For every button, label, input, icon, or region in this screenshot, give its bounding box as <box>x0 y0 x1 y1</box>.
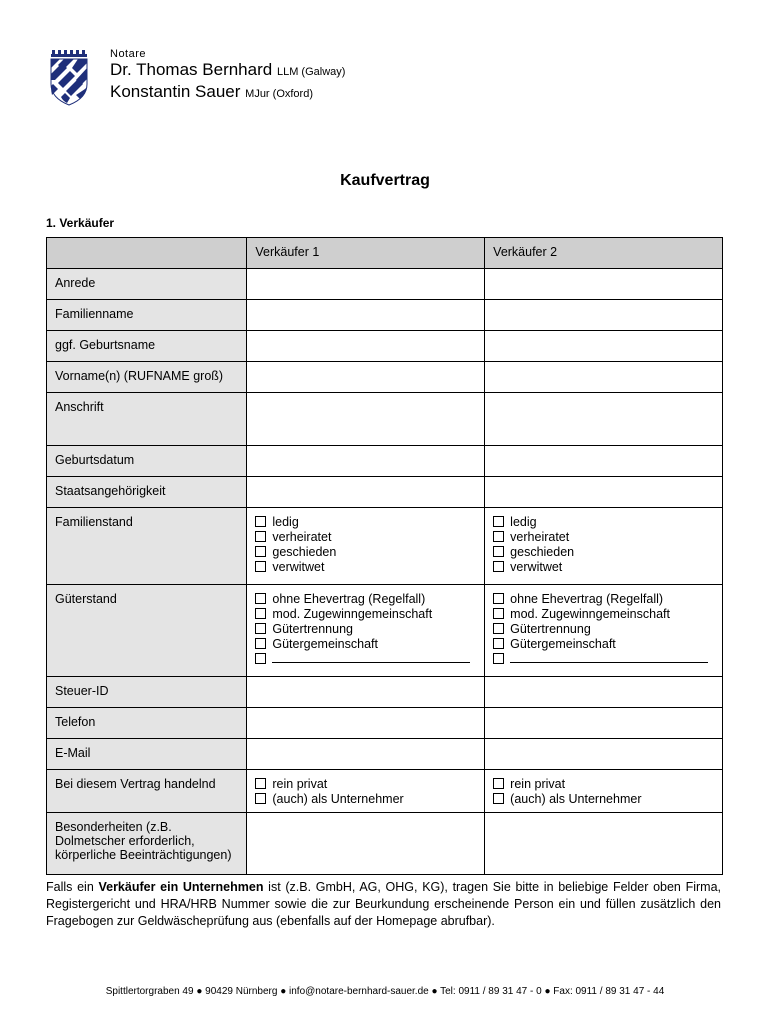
label-geburtsdatum: Geburtsdatum <box>47 446 247 477</box>
option-label: (auch) als Unternehmer <box>510 792 642 806</box>
field-seller-2-familienname[interactable] <box>485 300 723 331</box>
checkbox-unternehmer[interactable] <box>493 792 714 807</box>
page-footer: Spittlertorgraben 49 ● 90429 Nürnberg ● info@notare-bernhard-sauer.de ● Tel: 0911 / 89 31 47 - 0 ● Fax: 0911 / 89 31 47 - 44 <box>105 986 665 997</box>
field-seller-1-familienname[interactable] <box>247 300 485 331</box>
option-label: Gütergemeinschaft <box>510 637 616 651</box>
checkbox-ledig[interactable] <box>493 515 714 530</box>
checkbox-square-icon[interactable] <box>255 793 266 804</box>
option-label: mod. Zugewinngemeinschaft <box>272 607 433 621</box>
header-seller-2: Verkäufer 2 <box>485 238 723 269</box>
row-staatsangehoerigkeit <box>47 477 723 508</box>
field-seller-2-anrede[interactable] <box>485 269 723 300</box>
field-seller-2-geburtsdatum[interactable] <box>485 446 723 477</box>
checkbox-square-icon[interactable] <box>255 778 266 789</box>
field-seller-1-besonderheiten[interactable] <box>247 813 485 875</box>
checkbox-square-icon[interactable] <box>493 793 504 804</box>
option-label: rein privat <box>272 777 328 791</box>
checkbox-ohne-ehevertrag[interactable] <box>255 592 476 607</box>
checkbox-square-icon[interactable] <box>493 546 504 557</box>
option-label: verwitwet <box>510 560 563 574</box>
notary-1 <box>110 60 345 82</box>
row-anschrift <box>47 393 723 446</box>
seller-form-table <box>46 237 723 875</box>
checkbox-square-icon[interactable] <box>493 516 504 527</box>
field-seller-1-telefon[interactable] <box>247 708 485 739</box>
label-geburtsname: ggf. Geburtsname <box>47 331 247 362</box>
checkbox-guetergemeinschaft[interactable] <box>255 637 476 652</box>
note-body: ist (z.B. GmbH, AG, OHG, KG), tragen Sie bitte in beliebige Felder oben Firma, Registergericht und HRA/HRB Nummer sowie die zur Beurkundung erscheinende Person ein und füllen zusätzlich den Fragebogen zur Geldwäscheprüfung aus (ebenfalls auf der Homepage abrufbar). <box>46 880 721 928</box>
checkbox-square-icon[interactable] <box>255 623 266 634</box>
option-label: mod. Zugewinngemeinschaft <box>510 607 670 621</box>
field-seller-1-steuer-id[interactable] <box>247 677 485 708</box>
checkbox-geschieden[interactable] <box>493 545 714 560</box>
field-seller-1-vorname[interactable] <box>247 362 485 393</box>
note-intro: Falls ein <box>46 880 99 894</box>
checkbox-square-icon[interactable] <box>255 516 266 527</box>
seller-1-gueterstand-options <box>247 585 485 677</box>
seller-2-handelnd-options <box>485 770 723 813</box>
checkbox-square-icon[interactable] <box>493 638 504 649</box>
header-empty-cell <box>47 238 247 269</box>
option-label: geschieden <box>510 545 575 559</box>
checkbox-square-icon[interactable] <box>255 531 266 542</box>
checkbox-square-icon[interactable] <box>493 561 504 572</box>
field-seller-2-geburtsname[interactable] <box>485 331 723 362</box>
checkbox-verwitwet[interactable] <box>493 560 714 575</box>
crest-logo <box>50 50 90 106</box>
label-gueterstand: Güterstand <box>47 585 247 677</box>
field-seller-2-anschrift[interactable] <box>485 393 723 446</box>
checkbox-square-icon[interactable] <box>493 778 504 789</box>
checkbox-zugewinngemeinschaft[interactable] <box>493 607 714 622</box>
checkbox-verheiratet[interactable] <box>255 530 476 545</box>
field-seller-2-steuer-id[interactable] <box>485 677 723 708</box>
checkbox-verheiratet[interactable] <box>493 530 714 545</box>
row-anrede <box>47 269 723 300</box>
letterhead-role: Notare <box>110 48 147 60</box>
checkbox-ohne-ehevertrag[interactable] <box>493 592 714 607</box>
checkbox-square-icon[interactable] <box>255 608 266 619</box>
label-besonderheiten: Besonderheiten (z.B. Dolmetscher erforderlich, körperliche Beeinträchtigungen) <box>47 813 247 875</box>
row-besonderheiten <box>47 813 723 875</box>
field-seller-1-staatsangehoerigkeit[interactable] <box>247 477 485 508</box>
row-steuer-id <box>47 677 723 708</box>
field-seller-1-geburtsdatum[interactable] <box>247 446 485 477</box>
label-email: E-Mail <box>47 739 247 770</box>
option-label: Gütertrennung <box>272 622 353 636</box>
checkbox-other[interactable] <box>493 652 714 667</box>
checkbox-square-icon[interactable] <box>255 561 266 572</box>
row-geburtsname <box>47 331 723 362</box>
note-emphasis: Verkäufer ein Unternehmen <box>98 880 264 894</box>
option-label: ohne Ehevertrag (Regelfall) <box>272 592 426 606</box>
notary-2 <box>110 82 345 104</box>
section-heading: 1. Verkäufer <box>46 216 115 230</box>
option-label: verheiratet <box>272 530 332 544</box>
option-label: ohne Ehevertrag (Regelfall) <box>510 592 664 606</box>
option-label: geschieden <box>272 545 337 559</box>
label-staatsangehoerigkeit: Staatsangehörigkeit <box>47 477 247 508</box>
field-seller-1-anschrift[interactable] <box>247 393 485 446</box>
checkbox-square-icon[interactable] <box>493 623 504 634</box>
seller-2-familienstand-options <box>485 508 723 585</box>
label-anrede: Anrede <box>47 269 247 300</box>
notary-letterhead <box>110 48 345 104</box>
field-seller-2-email[interactable] <box>485 739 723 770</box>
checkbox-verwitwet[interactable] <box>255 560 476 575</box>
notary-2-degree: MJur (Oxford) <box>245 88 313 100</box>
label-handelnd: Bei diesem Vertrag handelnd <box>47 770 247 813</box>
checkbox-geschieden[interactable] <box>255 545 476 560</box>
checkbox-square-icon[interactable] <box>255 638 266 649</box>
option-label: ledig <box>272 515 299 529</box>
row-familienstand <box>47 508 723 585</box>
checkbox-zugewinngemeinschaft[interactable] <box>255 607 476 622</box>
option-label: Gütergemeinschaft <box>272 637 378 651</box>
row-geburtsdatum <box>47 446 723 477</box>
checkbox-square-icon[interactable] <box>493 593 504 604</box>
checkbox-square-icon[interactable] <box>493 531 504 542</box>
checkbox-rein-privat[interactable] <box>493 777 714 792</box>
field-seller-1-anrede[interactable] <box>247 269 485 300</box>
row-familienname <box>47 300 723 331</box>
option-label: verwitwet <box>272 560 325 574</box>
label-familienname: Familienname <box>47 300 247 331</box>
label-familienstand: Familienstand <box>47 508 247 585</box>
row-gueterstand <box>47 585 723 677</box>
table-header-row <box>47 238 723 269</box>
option-label: (auch) als Unternehmer <box>272 792 404 806</box>
label-telefon: Telefon <box>47 708 247 739</box>
checkbox-ledig[interactable] <box>255 515 476 530</box>
row-telefon <box>47 708 723 739</box>
field-seller-2-staatsangehoerigkeit[interactable] <box>485 477 723 508</box>
row-vorname <box>47 362 723 393</box>
row-email <box>47 739 723 770</box>
seller-1-familienstand-options <box>247 508 485 585</box>
field-seller-1-email[interactable] <box>247 739 485 770</box>
option-label: ledig <box>510 515 537 529</box>
label-vorname: Vorname(n) (RUFNAME groß) <box>47 362 247 393</box>
checkbox-guetergemeinschaft[interactable] <box>493 637 714 652</box>
checkbox-square-icon[interactable] <box>255 546 266 557</box>
checkbox-square-icon[interactable] <box>255 593 266 604</box>
checkbox-guetertrennung[interactable] <box>493 622 714 637</box>
notary-2-name: Konstantin Sauer <box>110 82 241 101</box>
page-title: Kaufvertrag <box>340 172 430 189</box>
field-seller-2-besonderheiten[interactable] <box>485 813 723 875</box>
company-note <box>46 879 721 930</box>
checkbox-square-icon[interactable] <box>493 653 504 664</box>
field-seller-2-telefon[interactable] <box>485 708 723 739</box>
option-label: rein privat <box>510 777 566 791</box>
checkbox-guetertrennung[interactable] <box>255 622 476 637</box>
checkbox-square-icon[interactable] <box>255 653 266 664</box>
seller-2-gueterstand-options <box>485 585 723 677</box>
other-blank-line[interactable] <box>272 652 470 663</box>
notary-1-degree: LLM (Galway) <box>276 66 346 78</box>
checkbox-other[interactable] <box>255 652 476 667</box>
field-seller-2-vorname[interactable] <box>485 362 723 393</box>
checkbox-unternehmer[interactable] <box>255 792 476 807</box>
row-handelnd <box>47 770 723 813</box>
header-seller-1: Verkäufer 1 <box>247 238 485 269</box>
field-seller-1-geburtsname[interactable] <box>247 331 485 362</box>
option-label: verheiratet <box>510 530 570 544</box>
label-anschrift: Anschrift <box>47 393 247 446</box>
seller-1-handelnd-options <box>247 770 485 813</box>
other-blank-line[interactable] <box>510 652 708 663</box>
notary-1-name: Dr. Thomas Bernhard <box>110 60 273 79</box>
label-steuer-id: Steuer-ID <box>47 677 247 708</box>
checkbox-rein-privat[interactable] <box>255 777 476 792</box>
checkbox-square-icon[interactable] <box>493 608 504 619</box>
option-label: Gütertrennung <box>510 622 591 636</box>
